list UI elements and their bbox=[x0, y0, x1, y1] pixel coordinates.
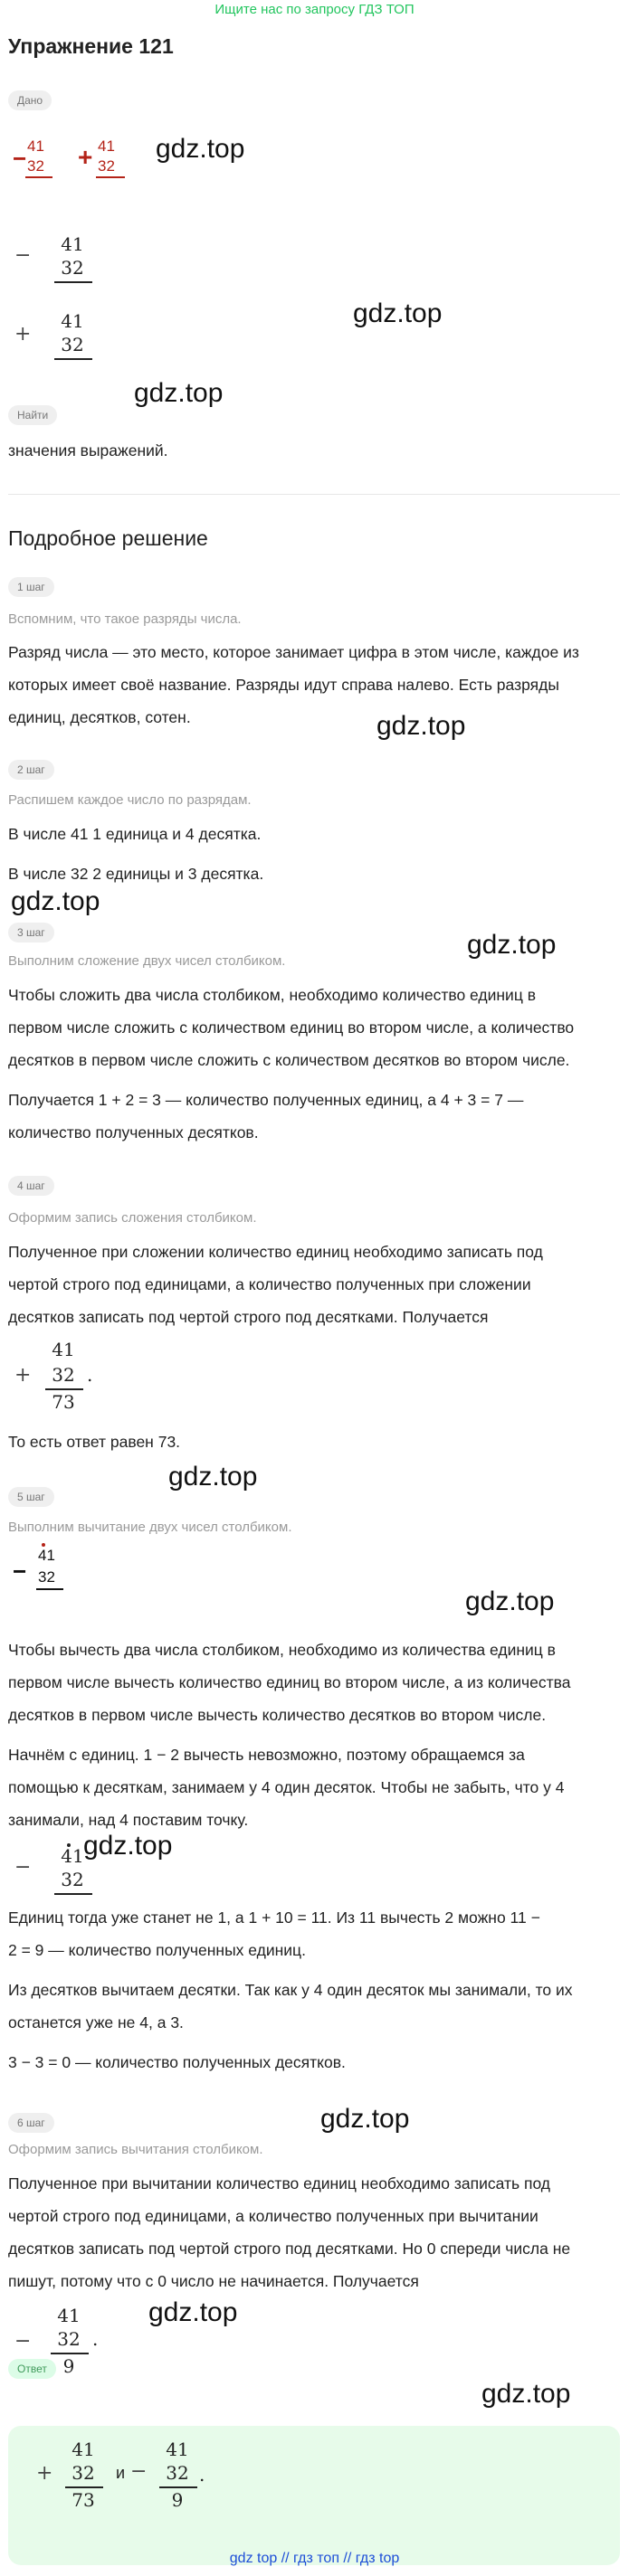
given-plus-column bbox=[14, 310, 100, 365]
divider bbox=[8, 494, 620, 495]
col-top: 41 bbox=[57, 2305, 81, 2326]
given-image-plus-line bbox=[96, 176, 125, 178]
paragraph: которых имеет своё название. Разряды идут справа налево. Есть разряды bbox=[8, 676, 559, 694]
given-minus-column bbox=[14, 233, 100, 288]
answer-tag: Ответ bbox=[8, 2359, 56, 2379]
paragraph: останется уже не 4, а 3. bbox=[8, 2013, 184, 2031]
paragraph: Единиц тогда уже станет не 1, а 1 + 10 = 11. Из 11 вычесть 2 можно 11 − bbox=[8, 1908, 540, 1927]
watermark: gdz.top bbox=[83, 1831, 173, 1861]
paragraph: занимали, над 4 поставим точку. bbox=[8, 1811, 249, 1829]
step-tag: 6 шаг bbox=[8, 2113, 54, 2133]
watermark: gdz.top bbox=[134, 378, 224, 408]
step-hint: Оформим запись сложения столбиком. bbox=[8, 1210, 257, 1226]
col-top: 41 bbox=[61, 1845, 84, 1867]
watermark: gdz.top bbox=[320, 2104, 410, 2134]
paragraph: То есть ответ равен 73. bbox=[8, 1433, 181, 1451]
img-top: 41 bbox=[38, 1547, 55, 1564]
minus-sign-icon: − bbox=[14, 1856, 32, 1879]
answer-minus-column bbox=[130, 2439, 205, 2520]
paragraph: Чтобы вычесть два числа столбиком, необходимо из количества единиц в bbox=[8, 1641, 556, 1659]
img-line bbox=[36, 1588, 63, 1590]
find-tag: Найти bbox=[8, 405, 57, 425]
paragraph: Получается 1 + 2 = 3 — количество полученных единиц, а 4 + 3 = 7 — bbox=[8, 1091, 524, 1109]
paragraph: 2 = 9 — количество полученных единиц. bbox=[8, 1941, 306, 1959]
given-image-minus-bottom: 32 bbox=[27, 157, 44, 175]
watermark: gdz.top bbox=[481, 2379, 571, 2409]
plus-sign-icon: + bbox=[36, 2462, 53, 2485]
plus-sign-icon: + bbox=[78, 143, 93, 171]
col-line bbox=[54, 281, 92, 283]
paragraph: количество полученных десятков. bbox=[8, 1123, 259, 1141]
paragraph: единиц, десятков, сотен. bbox=[8, 708, 191, 726]
paragraph: чертой строго под единицами, а количество полученных при вычитании bbox=[8, 2207, 538, 2225]
step-tag: 3 шаг bbox=[8, 923, 54, 942]
col-line bbox=[54, 1893, 92, 1895]
step-hint: Оформим запись вычитания столбиком. bbox=[8, 2142, 263, 2157]
col-line bbox=[45, 1388, 83, 1390]
step-hint: Распишем каждое число по разрядам. bbox=[8, 792, 252, 808]
watermark: gdz.top bbox=[465, 1586, 555, 1616]
solution-heading: Подробное решение bbox=[8, 526, 208, 550]
img-bottom: 32 bbox=[38, 1568, 55, 1586]
given-image-minus-top: 41 bbox=[27, 137, 44, 155]
minus-sign-icon: − bbox=[130, 2460, 148, 2483]
col-result: 9 bbox=[171, 2489, 184, 2511]
col-top: 41 bbox=[71, 2439, 95, 2460]
given-image-plus-top: 41 bbox=[98, 137, 115, 155]
watermark: gdz.top bbox=[148, 2297, 238, 2327]
col-bottom: 32 bbox=[57, 2328, 81, 2350]
given-image-minus-line bbox=[25, 176, 52, 178]
minus-sign-icon: − bbox=[14, 2330, 32, 2353]
watermark: gdz.top bbox=[376, 711, 466, 741]
watermark: gdz.top bbox=[156, 134, 245, 164]
paragraph: десятков записать под чертой строго под десятками. Но 0 спереди числа не bbox=[8, 2240, 571, 2258]
col-line bbox=[159, 2486, 197, 2488]
col-tail: . bbox=[92, 2328, 99, 2350]
paragraph: Чтобы сложить два числа столбиком, необходимо количество единиц в bbox=[8, 986, 537, 1004]
col-bottom: 32 bbox=[52, 1364, 75, 1386]
minus-sign-icon: − bbox=[14, 244, 32, 267]
given-tag: Дано bbox=[8, 90, 52, 110]
page-title: Упражнение 121 bbox=[8, 34, 174, 58]
step-hint: Вспомним, что такое разряды числа. bbox=[8, 611, 242, 627]
watermark: gdz.top bbox=[168, 1462, 258, 1492]
col-bottom: 32 bbox=[166, 2462, 189, 2484]
given-image-plus bbox=[78, 137, 127, 183]
col-top: 41 bbox=[61, 310, 84, 332]
col-bottom: 32 bbox=[61, 1869, 84, 1890]
step-hint: Выполним сложение двух чисел столбиком. bbox=[8, 953, 286, 969]
answer-plus-column bbox=[36, 2439, 110, 2520]
col-result: 9 bbox=[62, 2355, 75, 2377]
watermark: gdz.top bbox=[353, 298, 443, 328]
subtraction-image bbox=[13, 1543, 67, 1592]
paragraph: В числе 41 1 единица и 4 десятка. bbox=[8, 825, 262, 843]
answer-tail: . bbox=[199, 2464, 205, 2486]
plus-sign-icon: + bbox=[14, 1364, 32, 1387]
given-image-minus bbox=[13, 137, 58, 183]
given-image-plus-bottom: 32 bbox=[98, 157, 115, 175]
minus-sign-icon: − bbox=[13, 145, 27, 172]
col-top: 41 bbox=[61, 233, 84, 255]
col-result: 73 bbox=[71, 2489, 95, 2511]
paragraph: помощью к десяткам, занимаем у 4 один десяток. Чтобы не забыть, что у 4 bbox=[8, 1778, 565, 1796]
step-tag: 1 шаг bbox=[8, 577, 54, 597]
col-bottom: 32 bbox=[61, 257, 84, 279]
watermark: gdz.top bbox=[11, 886, 100, 916]
paragraph: пишут, потому что с 0 число не начинается. Получается bbox=[8, 2272, 419, 2290]
paragraph: чертой строго под единицами, а количество полученных при сложении bbox=[8, 1275, 531, 1293]
paragraph: десятков записать под чертой строго под десятками. Получается bbox=[8, 1308, 489, 1326]
col-bottom: 32 bbox=[61, 334, 84, 355]
plus-sign-icon: + bbox=[14, 323, 32, 346]
step-hint: Выполним вычитание двух чисел столбиком. bbox=[8, 1520, 292, 1535]
col-top: 41 bbox=[166, 2439, 189, 2460]
col-line bbox=[54, 358, 92, 360]
paragraph: В числе 32 2 единицы и 3 десятка. bbox=[8, 865, 264, 883]
col-line bbox=[51, 2353, 89, 2354]
answer-and: и bbox=[116, 2464, 126, 2482]
paragraph: первом числе сложить с количеством единиц во втором числе, а количество bbox=[8, 1018, 575, 1037]
paragraph: Разряд числа — это место, которое занимает цифра в этом числе, каждое из bbox=[8, 643, 579, 661]
paragraph: Начнём с единиц. 1 − 2 вычесть невозможно, поэтому обращаемся за bbox=[8, 1746, 525, 1764]
col-bottom: 32 bbox=[71, 2462, 95, 2484]
col-result: 73 bbox=[52, 1391, 75, 1413]
paragraph: 3 − 3 = 0 — количество полученных десятков. bbox=[8, 2053, 346, 2071]
paragraph: Полученное при сложении количество единиц необходимо записать под bbox=[8, 1243, 543, 1261]
step-tag: 4 шаг bbox=[8, 1176, 54, 1196]
paragraph: десятков в первом числе вычесть количество десятков во втором числе. bbox=[8, 1706, 547, 1724]
step-tag: 2 шаг bbox=[8, 760, 54, 780]
step-tag: 5 шаг bbox=[8, 1487, 54, 1507]
col-line bbox=[65, 2486, 103, 2488]
paragraph: Полученное при вычитании количество единиц необходимо записать под bbox=[8, 2174, 551, 2192]
paragraph: первом числе вычесть количество единиц во втором числе, а из количества bbox=[8, 1673, 571, 1691]
paragraph: Из десятков вычитаем десятки. Так как у 4 один десяток мы занимали, то их bbox=[8, 1981, 573, 1999]
addition-column bbox=[14, 1339, 118, 1420]
col-top: 41 bbox=[52, 1339, 75, 1360]
top-search-link[interactable]: Ищите нас по запросу ГДЗ ТОП bbox=[214, 2, 415, 17]
col-tail: . bbox=[87, 1364, 93, 1386]
paragraph: десятков в первом числе сложить с количеством десятков во втором числе. bbox=[8, 1051, 570, 1069]
find-text: значения выражений. bbox=[8, 441, 168, 459]
watermark: gdz.top bbox=[467, 930, 557, 960]
footer-links[interactable]: gdz top // гдз топ // гдз top bbox=[229, 2551, 400, 2566]
minus-sign-icon: − bbox=[13, 1558, 27, 1585]
